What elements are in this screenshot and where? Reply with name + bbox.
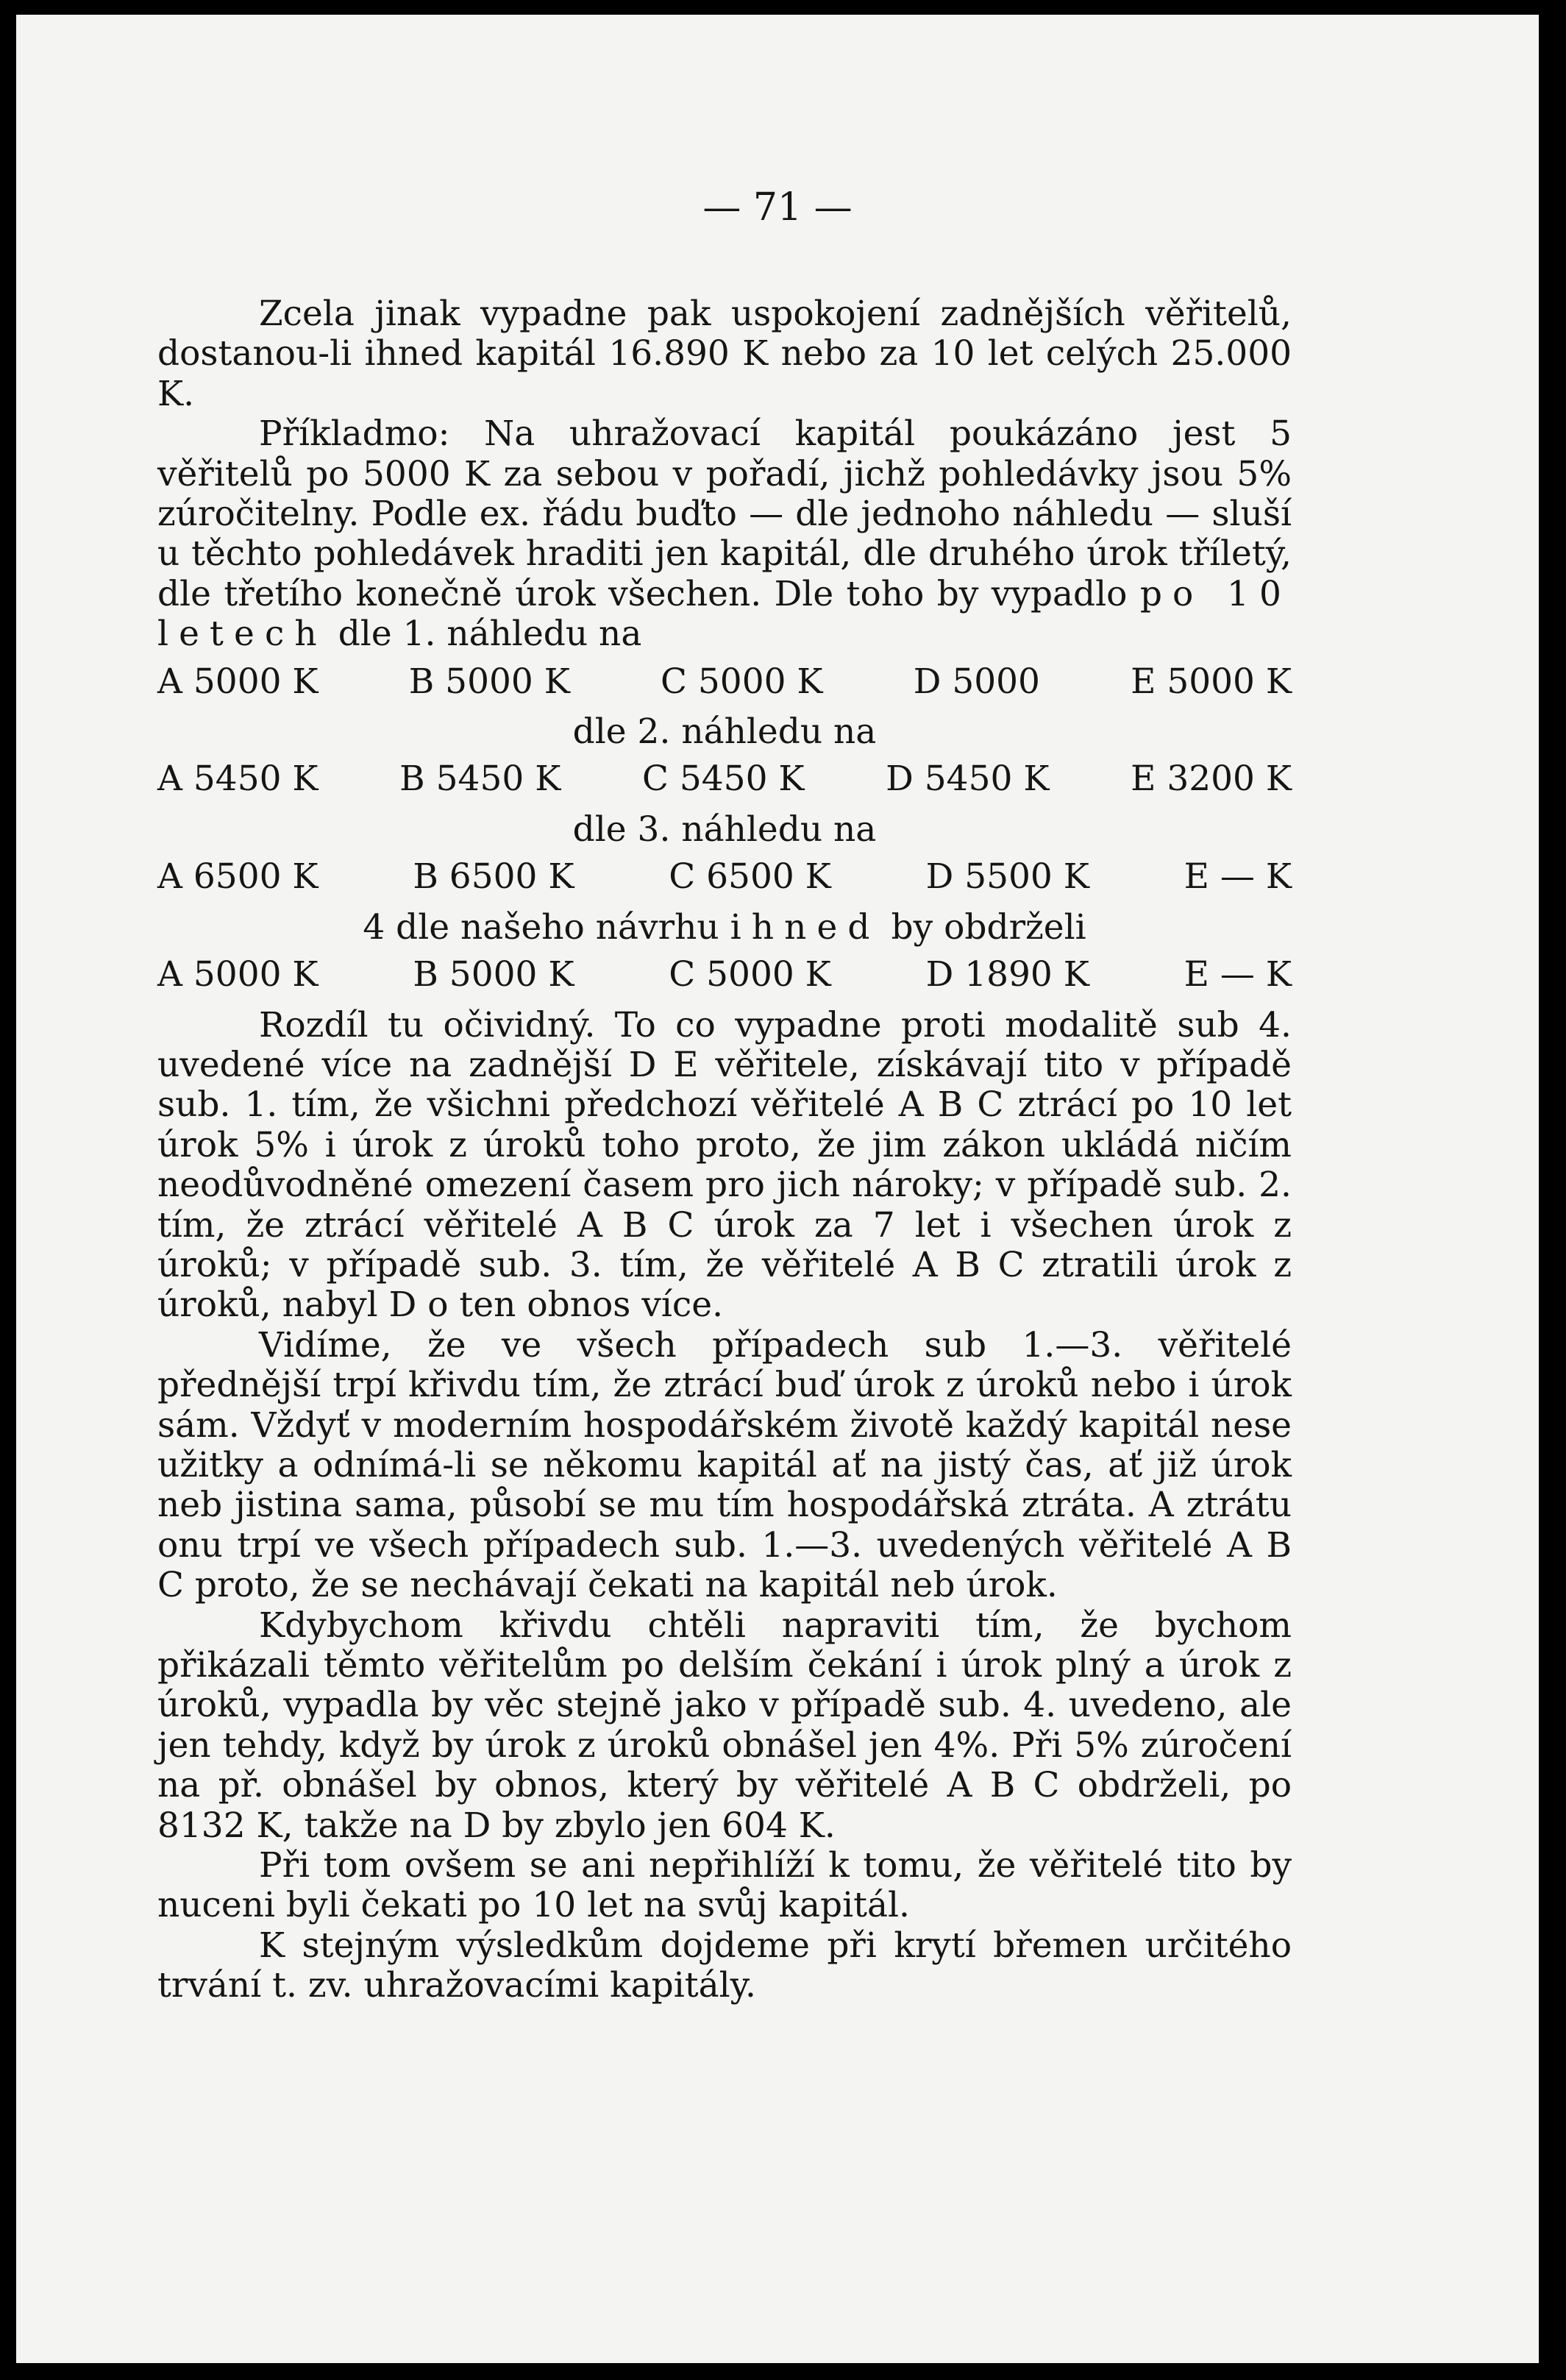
table-cell: A 6500 K <box>157 856 318 898</box>
table-cell: E — K <box>1184 856 1292 898</box>
paragraph-2-text: Příkladmo: Na uhražovací kapitál poukázáno jest 5 věřitelů po 5000 K za sebou v pořadí, jichž pohledávky jsou 5% zúročitelny. Podle ex. řádu buďto — dle jednoho náhledu — sluší u těchto pohledávek hraditi jen kapitál, dle druhého úrok tříletý, dle třetího konečně úrok všechen. Dle toho by vypadlo <box>157 413 1292 614</box>
page <box>16 15 1539 2363</box>
table-cell: D 5500 K <box>925 856 1089 898</box>
table-cell: D 5450 K <box>886 759 1050 800</box>
paragraph-1: Zcela jinak vypadne pak uspokojení zadnějších věřitelů, dostanou-li ihned kapitál 16.890 K nebo za 10 let celých 25.000 K. <box>157 294 1292 414</box>
heading-4-end: by obdrželi <box>891 906 1086 948</box>
table-cell: B 5450 K <box>399 759 561 800</box>
heading-4-spaced: ihned <box>730 906 880 948</box>
table-cell: B 5000 K <box>413 954 574 995</box>
paragraph-2-end: dle 1. náhledu na <box>338 614 642 655</box>
body-text <box>157 294 1292 2006</box>
row-heading-3: dle 3. náhledu na <box>572 809 877 850</box>
table-cell: D 5000 <box>913 661 1040 702</box>
table-cell: C 5000 K <box>669 954 831 995</box>
table-cell: A 5450 K <box>157 759 318 800</box>
table-cell: B 6500 K <box>413 856 574 898</box>
table-cell: C 5000 K <box>660 661 823 702</box>
table-cell: E 5000 K <box>1131 661 1292 702</box>
table-cell: E 3200 K <box>1131 759 1292 800</box>
paragraph-2 <box>157 414 1292 654</box>
table-cell: D 1890 K <box>925 954 1089 995</box>
table-cell: C 5450 K <box>641 759 805 800</box>
row-heading-4 <box>157 908 1292 948</box>
page-number: — 71 — <box>702 185 853 230</box>
table-row-2 <box>157 759 1292 799</box>
table-row-3 <box>157 857 1292 897</box>
paragraph-6: Při tom ovšem se ani nepřihlíží k tomu, že věřitelé tito by nuceni byli čekati po 10 let na svůj kapitál. <box>157 1845 1292 1926</box>
table-cell: B 5000 K <box>408 661 570 702</box>
row-heading-2: dle 2. náhledu na <box>572 711 877 753</box>
paragraph-4: Vidíme, že ve všech případech sub 1.—3. věřitelé přednější trpí křivdu tím, že ztrácí buď úrok z úroků nebo i úrok sám. Vždyť v moderním hospodářském životě každý kapitál nese užitky a odnímá-li se někomu kapitál ať na jistý čas, ať již úrok neb jistina sama, působí se mu tím hospodářská ztráta. A ztrátu onu trpí ve všech případech sub. 1.—3. uvedených věřitelé A B C proto, že se nechávají čekati na kapitál neb úrok. <box>157 1324 1292 1606</box>
table-cell: E — K <box>1184 954 1292 995</box>
paragraph-5: Kdybychom křivdu chtěli napraviti tím, že bychom přikázali těmto věřitelům po delším čekání i úrok plný a úrok z úroků, vypadla by věc stejně jako v případě sub. 4. uvedeno, ale jen tehdy, když by úrok z úroků obnášel jen 4%. Při 5% zúročení na př. obnášel by obnos, který by věřitelé A B C obdrželi, po 8132 K, takže na D by zbylo jen 604 K. <box>157 1605 1292 1846</box>
table-row-1 <box>157 662 1292 702</box>
table-cell: C 6500 K <box>669 856 831 898</box>
spaced-phrase: po 10 letech <box>157 573 1292 655</box>
heading-4-start: 4 dle našeho návrhu <box>363 906 719 948</box>
paragraph-7: K stejným výsledkům dojdeme při krytí břemen určitého trvání t. zv. uhražovacími kapitály. <box>157 1925 1292 2006</box>
table-row-4 <box>157 955 1292 995</box>
table-cell: A 5000 K <box>157 661 318 702</box>
paragraph-3: Rozdíl tu očividný. To co vypadne proti modalitě sub 4. uvedené více na zadnější D E věřitele, získávají tito v případě sub. 1. tím, že všichni předchozí věřitelé A B C ztrácí po 10 let úrok 5% i úrok z úroků toho proto, že jim zákon ukládá ničím neodůvodněné omezení časem pro jich nároky; v případě sub. 2. tím, že ztrácí věřitelé A B C úrok za 7 let i všechen úrok z úroků; v případě sub. 3. tím, že věřitelé A B C ztratili úrok z úroků, nabyl D o ten obnos více. <box>157 1004 1292 1326</box>
table-cell: A 5000 K <box>157 954 318 995</box>
